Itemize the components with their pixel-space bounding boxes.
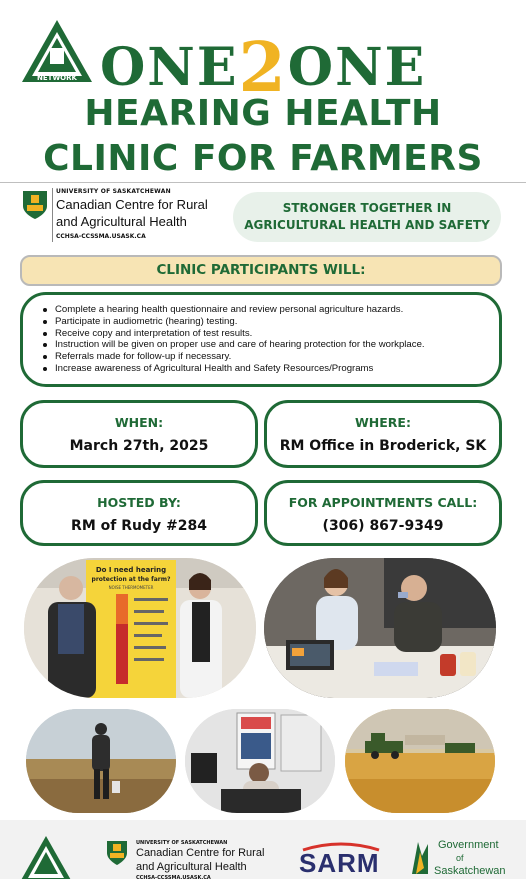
photo-farmer-field-image: [26, 709, 176, 813]
cchsa-divider: [52, 188, 53, 242]
footer-org-name-line-1: Canadian Centre for Rural: [136, 847, 265, 859]
list-item: Receive copy and interpretation of test results.: [43, 328, 499, 340]
org-name-line-1: Canadian Centre for Rural: [56, 197, 208, 212]
org-name-line-2: and Agricultural Health: [56, 214, 187, 229]
photo-farmer-field: [26, 709, 176, 813]
title-one-left: ONE: [100, 37, 239, 98]
photo-hearing-test-image: [264, 558, 496, 698]
footer-cchsa-logo: [106, 840, 266, 879]
footer-university-label: UNIVERSITY OF SASKATCHEWAN: [136, 840, 228, 846]
poster-sub: NOISE THERMOMETER: [108, 585, 154, 590]
when-label: WHEN:: [114, 415, 164, 430]
footer: [0, 820, 526, 879]
network-logo-icon: [20, 18, 94, 84]
divider: [0, 182, 526, 183]
list-item: Referrals made for follow-up if necessary.: [43, 351, 499, 363]
hosted-by-card: [20, 480, 258, 546]
participants-heading: CLINIC PARTICIPANTS WILL:: [20, 255, 502, 286]
footer-org-url: CCHSA-CCSSMA.USASK.CA: [136, 875, 211, 879]
usask-crest-icon: [22, 190, 48, 220]
tagline-line-1: STRONGER TOGETHER IN: [282, 201, 452, 215]
sarm-logo: [299, 842, 383, 879]
photo-harvest-image: [345, 709, 495, 813]
phone-number[interactable]: (306) 867-9349: [322, 518, 444, 534]
photo-testing-booth-image: [185, 709, 335, 813]
list-item: Participate in audiometric (hearing) testing.: [43, 316, 499, 328]
hosted-by-value: RM of Rudy #284: [71, 518, 207, 534]
gov-line-2: of: [456, 853, 464, 863]
list-item: Instruction will be given on proper use and care of hearing protection for the workplace.: [43, 339, 499, 351]
program-title: [100, 22, 510, 108]
participants-list: [20, 292, 502, 387]
gov-line-3: Saskatchewan: [434, 865, 506, 877]
tagline-line-2: AGRICULTURAL HEALTH AND SAFETY: [244, 218, 490, 232]
list-item: Increase awareness of Agricultural Health and Safety Resources/Programs: [43, 363, 499, 375]
heading-line-2: CLINIC FOR FARMERS: [43, 138, 483, 179]
sarm-text: SARM: [299, 848, 380, 878]
photo-testing-booth: [185, 709, 335, 813]
photo-hearing-test: [264, 558, 496, 698]
university-label: UNIVERSITY OF SASKATCHEWAN: [56, 188, 171, 195]
title-two: 2: [238, 28, 288, 108]
photo-clinic-staff-image: [24, 558, 256, 698]
appointments-label: FOR APPOINTMENTS CALL:: [288, 495, 478, 510]
gov-line-1: Government: [438, 839, 499, 851]
poster-line-2: protection at the farm?: [91, 576, 171, 583]
heading-line-1: HEARING HEALTH: [84, 93, 442, 134]
appointments-card: [264, 480, 502, 546]
list-item: Complete a hearing health questionnaire and review personal agriculture hazards.: [43, 304, 499, 316]
hosted-by-label: HOSTED BY:: [97, 495, 181, 510]
cchsa-logo-block: [22, 188, 232, 244]
footer-usask-crest-icon: [106, 840, 128, 866]
sask-flame-icon: [408, 838, 432, 876]
logo-network-text: NETWORK: [37, 74, 77, 82]
when-value: March 27th, 2025: [69, 438, 209, 454]
photo-clinic-staff: [24, 558, 256, 698]
footer-org-name-line-2: and Agricultural Health: [136, 861, 247, 873]
where-card: [264, 400, 502, 468]
org-url: CCHSA-CCSSMA.USASK.CA: [56, 233, 146, 240]
photo-harvest: [345, 709, 495, 813]
title-one-right: ONE: [287, 37, 427, 98]
where-label: WHERE:: [355, 415, 411, 430]
gov-sask-logo: [404, 836, 522, 879]
poster-line-1: Do I need hearing: [95, 566, 167, 574]
where-value: RM Office in Broderick, SK: [279, 438, 487, 454]
footer-network-logo-icon: [18, 834, 74, 879]
when-card: [20, 400, 258, 468]
tagline-pill: [233, 192, 501, 242]
